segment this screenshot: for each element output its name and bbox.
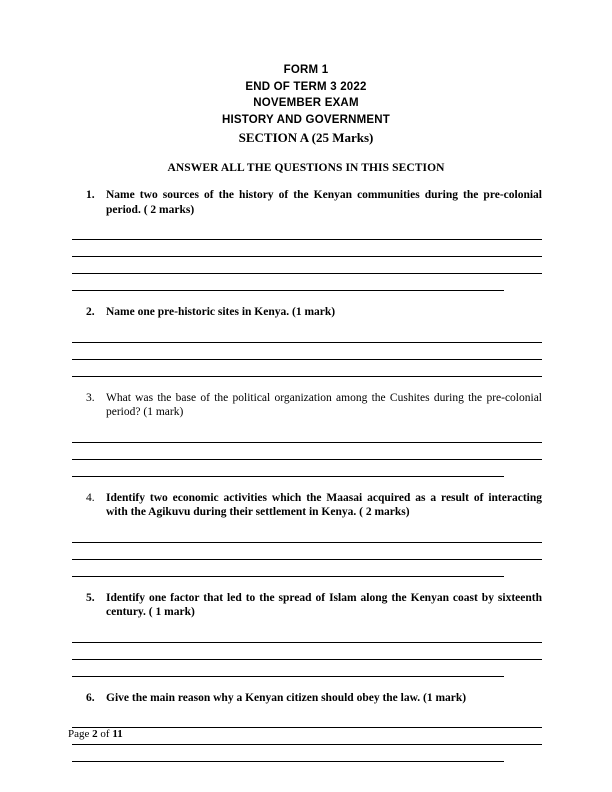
footer-middle: of <box>97 728 113 740</box>
section-instruction: ANSWER ALL THE QUESTIONS IN THIS SECTION <box>167 162 445 174</box>
answer-line[interactable] <box>72 712 542 728</box>
question-block <box>68 391 544 477</box>
answer-lines[interactable] <box>68 627 544 677</box>
answer-line[interactable] <box>72 444 542 460</box>
answer-lines[interactable] <box>68 712 544 762</box>
answer-line[interactable] <box>72 627 542 643</box>
answer-lines[interactable] <box>68 327 544 377</box>
question-block <box>68 305 544 377</box>
answer-line[interactable] <box>72 361 542 377</box>
question-block <box>68 188 544 291</box>
question-number: 2. <box>86 306 95 318</box>
answer-line[interactable] <box>72 644 542 660</box>
answer-line[interactable] <box>72 561 504 577</box>
answer-lines[interactable] <box>68 527 544 577</box>
question-text: Give the main reason why a Kenyan citizen should obey the law. (1 mark) <box>106 691 467 704</box>
answer-lines[interactable] <box>68 427 544 477</box>
question-block <box>68 691 544 763</box>
header-line-term: END OF TERM 3 2022 <box>245 80 367 93</box>
question-text: Identify two economic activities which the Maasai acquired as a result of interacting with the Agikuvu during their settlement in Kenya. ( 2 marks) <box>106 491 542 518</box>
page-footer <box>68 728 123 740</box>
header-line-exam: NOVEMBER EXAM <box>253 97 359 109</box>
header-line-section: SECTION A (25 Marks) <box>238 130 374 145</box>
question-text: Name two sources of the history of the Kenyan communities during the pre-colonial period. ( 2 marks) <box>106 189 542 216</box>
answer-line[interactable] <box>72 527 542 543</box>
answer-line[interactable] <box>72 344 542 360</box>
footer-prefix: Page <box>68 728 93 740</box>
answer-line[interactable] <box>72 241 542 257</box>
question-text: What was the base of the political organization among the Cushites during the pre-colonial period? (1 mark) <box>106 391 542 418</box>
question-text: Identify one factor that led to the spread of Islam along the Kenyan coast by sixteenth century. ( 1 mark) <box>106 591 542 618</box>
answer-lines[interactable] <box>68 224 544 291</box>
answer-line[interactable] <box>72 729 542 745</box>
header-line-form: FORM 1 <box>283 64 329 76</box>
question-number: 5. <box>86 591 95 604</box>
answer-line[interactable] <box>72 224 542 240</box>
exam-header <box>68 62 544 146</box>
question-block <box>68 491 544 577</box>
answer-line[interactable] <box>72 327 542 343</box>
answer-line[interactable] <box>72 258 542 274</box>
question-number: 1. <box>86 189 95 201</box>
question-number: 3. <box>86 391 95 404</box>
question-number: 6. <box>86 691 95 704</box>
question-text: Name one pre-historic sites in Kenya. (1 mark) <box>106 306 336 318</box>
footer-current-page: 2 <box>92 728 98 740</box>
question-block <box>68 591 544 677</box>
answer-line[interactable] <box>72 427 542 443</box>
answer-line[interactable] <box>72 461 504 477</box>
answer-line[interactable] <box>72 544 542 560</box>
answer-line[interactable] <box>72 661 504 677</box>
answer-line[interactable] <box>72 746 504 762</box>
footer-total-pages: 11 <box>112 728 123 740</box>
answer-line[interactable] <box>72 275 504 291</box>
question-number: 4. <box>86 491 95 504</box>
header-line-subject: HISTORY AND GOVERNMENT <box>222 113 390 126</box>
